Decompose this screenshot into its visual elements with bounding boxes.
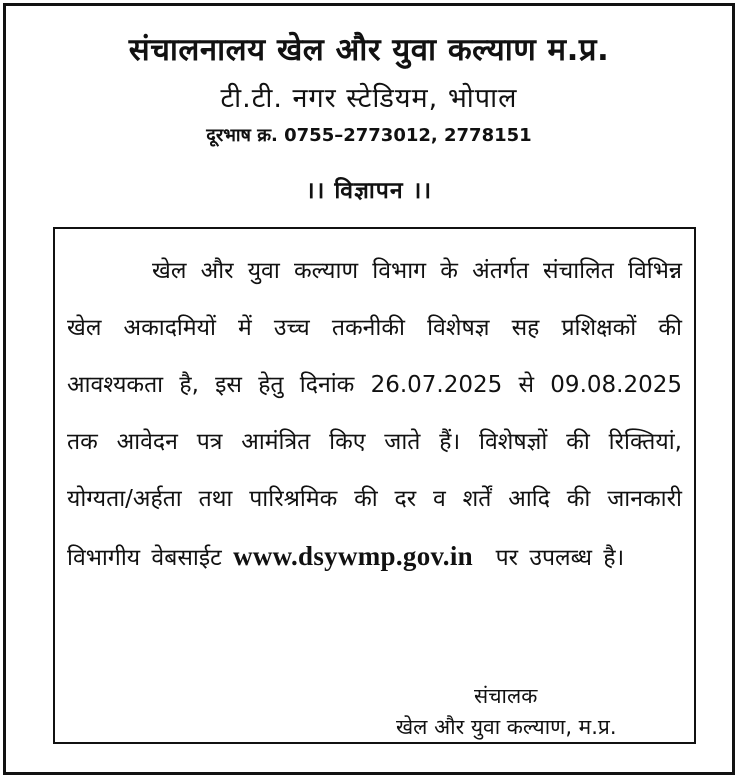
notice-body-text: खेल और युवा कल्याण विभाग के अंतर्गत संचालित विभिन्न खेल अकादमियों में उच्च तकनीकी विशेषज्ञ सह प्रशिक्षकों की आवश्यकता है, इस हेतु दिनांक 26.07.2025 से 09.08.2025 तक आवेदन पत्र आमंत्रित किए जाते हैं। विशेषज्ञों की रिक्तियां, योग्यता/अर्हता तथा पारिश्रमिक की दर व शर्तें आदि की जानकारी विभागीय वेबसाईट	[67, 258, 682, 571]
website-link[interactable]: www.dsywmp.gov.in	[233, 541, 473, 571]
signatory-department: खेल और युवा कल्याण, म.प्र.	[396, 715, 617, 739]
notice-body	[67, 243, 682, 587]
notice-document	[3, 3, 735, 775]
notice-body-end: पर उपलब्ध है।	[495, 545, 625, 571]
signatory-title: संचालक	[474, 684, 538, 708]
advertisement-heading: ।। विज्ञापन ।।	[305, 178, 433, 204]
directorate-title: संचालनालय खेल और युवा कल्याण म.प्र.	[128, 32, 610, 68]
directorate-address: टी.टी. नगर स्टेडियम, भोपाल	[220, 83, 518, 114]
notice-body-box	[53, 227, 696, 744]
phone-numbers: दूरभाष क्र. 0755–2773012, 2778151	[206, 125, 532, 146]
